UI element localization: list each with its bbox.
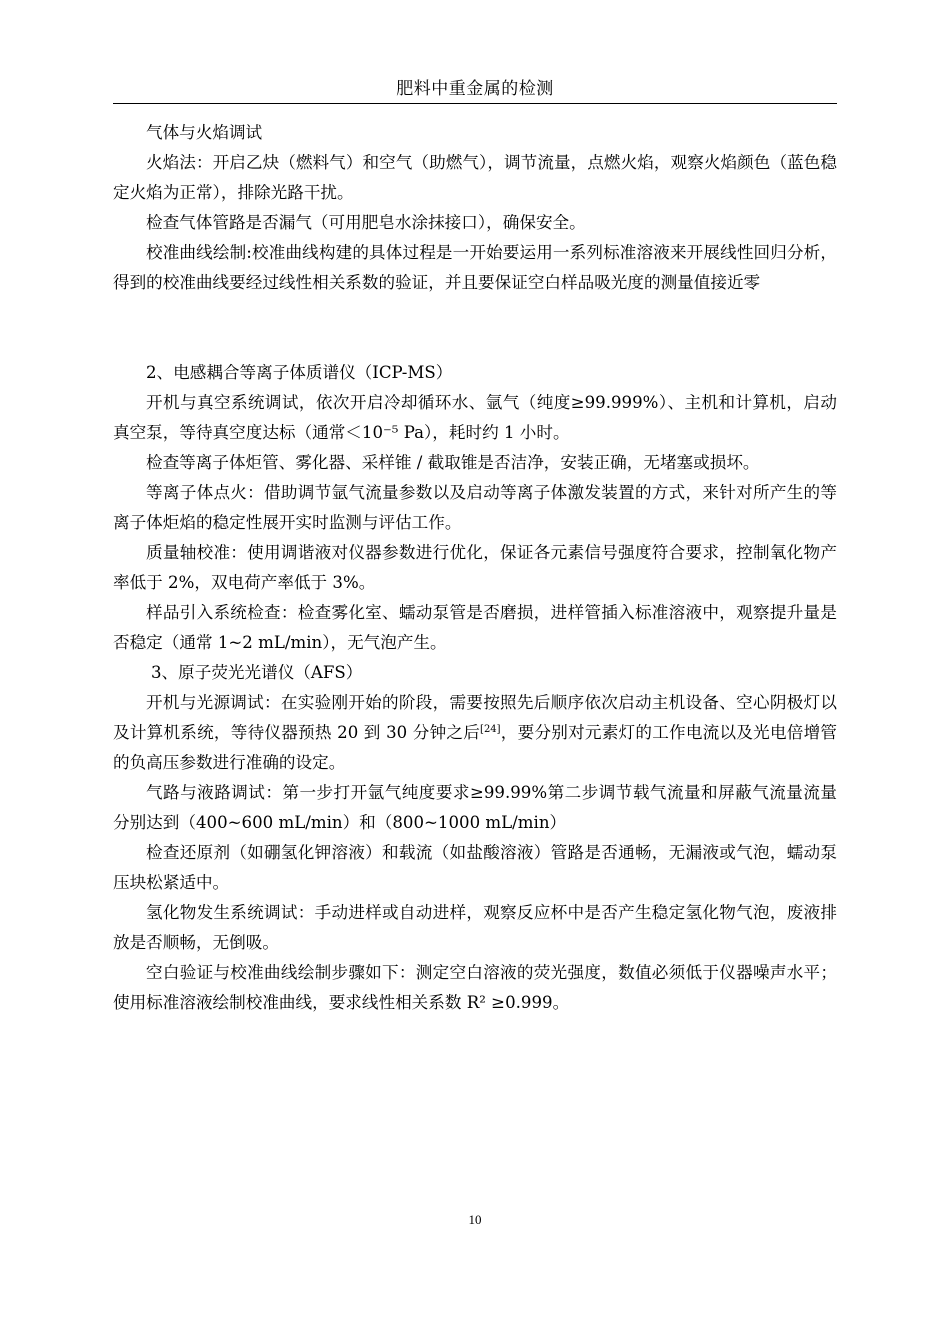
paragraph-gas-leak-check: 检查气体管路是否漏气（可用肥皂水涂抹接口），确保安全。 [146,213,586,232]
paragraph-reductant-check: 检查还原剂（如硼氢化钾溶液）和载流（如盐酸溶液）管路是否通畅，无漏液或气泡，蠕动泵压块松紧适中。 [113,843,837,892]
document-body [113,118,837,1018]
paragraph-gas-liquid-path: 气路与液路调试：第一步打开氩气纯度要求≥99.99%第二步调节载气流量和屏蔽气流量流量分别达到（400~600 mL/min）和（800~1000 mL/min） [113,783,837,832]
paragraph-text: 开机与光源调试：在实验刚开始的阶段，需要按照先后顺序依次启动主机设备、空心阴极灯以及计算机系统，等待仪器预热 20 到 30 分钟之后 [113,693,837,742]
blank-line [113,298,837,358]
paragraph-flame-method: 火焰法：开启乙炔（燃料气）和空气（助燃气），调节流量，点燃火焰，观察火焰颜色（蓝色稳定火焰为正常），排除光路干扰。 [113,153,837,202]
paragraph-startup-light-source [113,688,837,778]
section-heading-afs: 3、原子荧光光谱仪（AFS） [151,663,363,682]
header-rule [113,103,837,104]
section-heading-icp-ms: 2、电感耦合等离子体质谱仪（ICP-MS） [146,363,453,382]
citation-reference: [24] [480,724,501,735]
page-number: 10 [468,1212,482,1227]
paragraph-blank-verification: 空白验证与校准曲线绘制步骤如下：测定空白溶液的荧光强度，数值必须低于仪器噪声水平；使用标准溶液绘制校准曲线，要求线性相关系数 R² ≥0.999。 [113,963,837,1012]
paragraph-plasma-ignition: 等离子体点火：借助调节氩气流量参数以及启动等离子体激发装置的方式，来针对所产生的等离子体炬焰的稳定性展开实时监测与评估工作。 [113,483,837,532]
paragraph-calibration-curve: 校准曲线绘制:校准曲线构建的具体过程是一开始要运用一系列标准溶液来开展线性回归分析，得到的校准曲线要经过线性相关系数的验证，并且要保证空白样品吸光度的测量值接近零 [113,243,837,292]
paragraph-sample-intro: 样品引入系统检查：检查雾化室、蠕动泵管是否磨损，进样管插入标准溶液中，观察提升量是否稳定（通常 1~2 mL/min），无气泡产生。 [113,603,837,652]
paragraph-hydride-system: 氢化物发生系统调试：手动进样或自动进样，观察反应杯中是否产生稳定氢化物气泡，废液排放是否顺畅，无倒吸。 [113,903,837,952]
paragraph-torch-check: 检查等离子体炬管、雾化器、采样锥 / 截取锥是否洁净，安装正确，无堵塞或损坏。 [146,453,760,472]
paragraph-startup-vacuum: 开机与真空系统调试，依次开启冷却循环水、氩气（纯度≥99.999%）、主机和计算机，启动真空泵，等待真空度达标（通常＜10⁻⁵ Pa），耗时约 1 小时。 [113,393,837,442]
paragraph-gas-flame-heading: 气体与火焰调试 [146,123,263,142]
paragraph-mass-calibration: 质量轴校准：使用调谐液对仪器参数进行优化，保证各元素信号强度符合要求，控制氧化物产率低于 2%，双电荷产率低于 3%。 [113,543,837,592]
running-header-title: 肥料中重金属的检测 [396,79,554,99]
paragraph-text: ，要分别对元素灯的工作电流以及光电倍增管的负高压参数进行准确的设定。 [113,723,838,772]
